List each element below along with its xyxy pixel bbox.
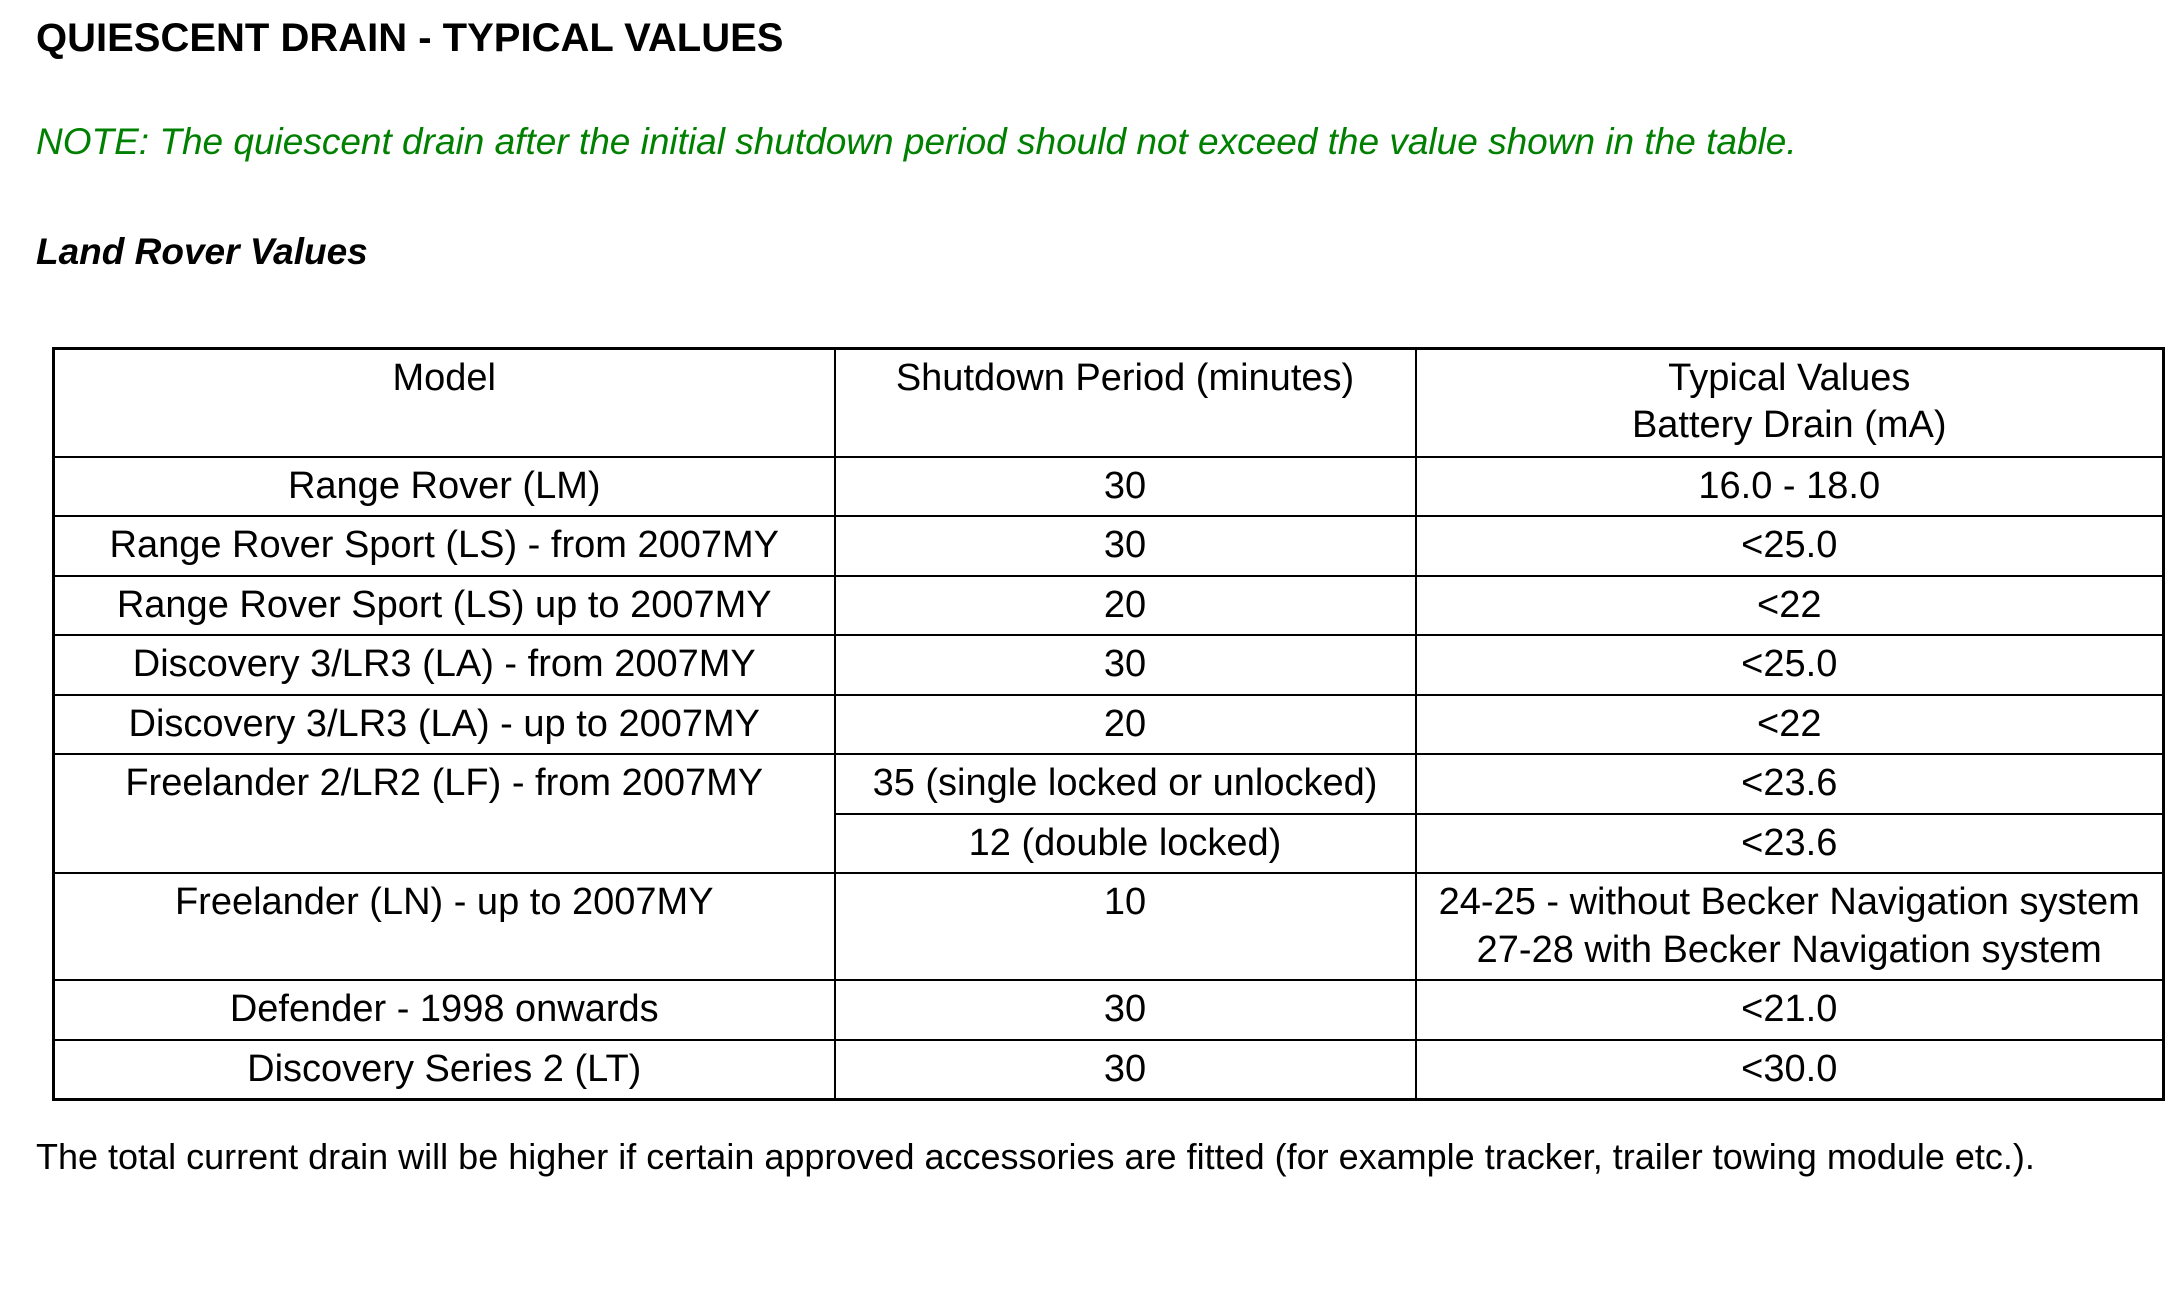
table-header-row (54, 348, 2164, 457)
note-text: NOTE: The quiescent drain after the initial shutdown period should not exceed the value shown in the table. (36, 121, 1797, 162)
shutdown-cell: 30 (835, 457, 1416, 517)
model-cell: Freelander (LN) - up to 2007MY (54, 873, 835, 980)
footer-text: The total current drain will be higher if certain approved accessories are fitted (for example tracker, trailer towing module etc.). (36, 1136, 2035, 1178)
drain-cell: <23.6 (1416, 754, 2164, 814)
drain-cell: <23.6 (1416, 814, 2164, 874)
drain-cell: <21.0 (1416, 980, 2164, 1040)
drain-cell: <22 (1416, 576, 2164, 636)
shutdown-cell: 12 (double locked) (835, 814, 1416, 874)
shutdown-header-label: Shutdown Period (minutes) (895, 356, 1355, 399)
drain-cell: <25.0 (1416, 635, 2164, 695)
table-row (54, 516, 2164, 576)
drain-cell (1416, 873, 2164, 980)
shutdown-cell: 20 (835, 576, 1416, 636)
model-cell: Range Rover Sport (LS) - from 2007MY (54, 516, 835, 576)
drain-cell: 16.0 - 18.0 (1416, 457, 2164, 517)
shutdown-cell: 10 (835, 873, 1416, 980)
model-cell: Range Rover (LM) (54, 457, 835, 517)
shutdown-cell: 30 (835, 635, 1416, 695)
model-cell: Freelander 2/LR2 (LF) - from 2007MY (54, 754, 835, 873)
shutdown-cell: 30 (835, 516, 1416, 576)
table-row (54, 457, 2164, 517)
quiescent-drain-table (52, 347, 2165, 1102)
model-header-label: Model (392, 356, 496, 399)
model-cell: Range Rover Sport (LS) up to 2007MY (54, 576, 835, 636)
shutdown-cell: 30 (835, 1040, 1416, 1100)
drain-line-2: 27-28 with Becker Navigation system (1476, 928, 2102, 971)
drain-cell: <25.0 (1416, 516, 2164, 576)
typical-values-header-cell (1416, 348, 2164, 457)
shutdown-header-cell (835, 348, 1416, 457)
table-row (54, 873, 2164, 980)
typical-values-header-line2: Battery Drain (mA) (1631, 404, 1947, 447)
model-cell: Discovery 3/LR3 (LA) - up to 2007MY (54, 695, 835, 755)
model-cell: Defender - 1998 onwards (54, 980, 835, 1040)
table-row (54, 1040, 2164, 1100)
table-row (54, 980, 2164, 1040)
shutdown-cell: 20 (835, 695, 1416, 755)
model-cell: Discovery 3/LR3 (LA) - from 2007MY (54, 635, 835, 695)
shutdown-cell: 35 (single locked or unlocked) (835, 754, 1416, 814)
drain-cell: <22 (1416, 695, 2164, 755)
page-title: QUIESCENT DRAIN - TYPICAL VALUES (36, 16, 784, 60)
model-cell: Discovery Series 2 (LT) (54, 1040, 835, 1100)
typical-values-header-line1: Typical Values (1668, 356, 1911, 399)
drain-cell: <30.0 (1416, 1040, 2164, 1100)
drain-line-1: 24-25 - without Becker Navigation system (1438, 881, 2140, 924)
table-row (54, 695, 2164, 755)
shutdown-cell: 30 (835, 980, 1416, 1040)
table-row (54, 576, 2164, 636)
section-heading: Land Rover Values (36, 231, 368, 273)
table-row (54, 635, 2164, 695)
model-header-cell (54, 348, 835, 457)
table-row (54, 754, 2164, 814)
